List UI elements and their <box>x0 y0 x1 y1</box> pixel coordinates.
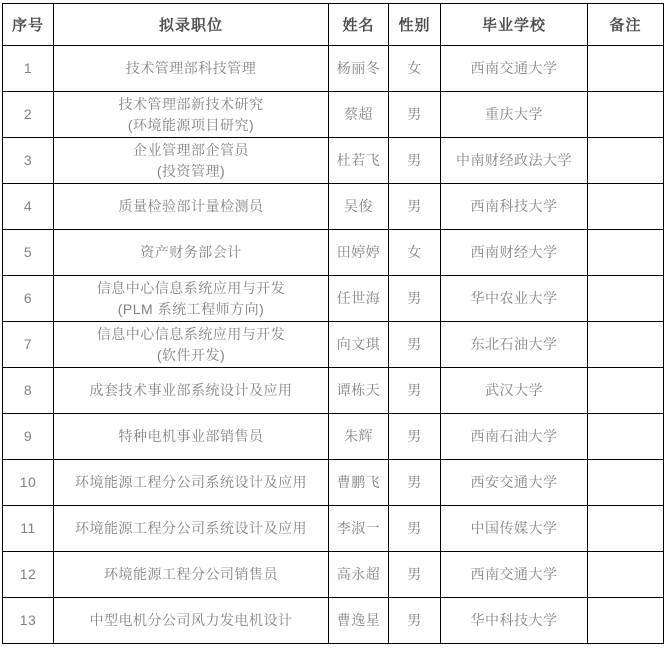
cell-no: 8 <box>3 368 54 414</box>
table-body <box>3 46 664 644</box>
cell-no: 9 <box>3 414 54 460</box>
cell-note <box>588 322 664 368</box>
cell-gender: 男 <box>389 460 441 506</box>
cell-note <box>588 506 664 552</box>
cell-name: 向文琪 <box>329 322 389 368</box>
table-row <box>3 552 664 598</box>
cell-name: 谭栋天 <box>329 368 389 414</box>
header-cell-position: 拟录职位 <box>54 4 329 46</box>
table-row <box>3 414 664 460</box>
cell-name: 吴俊 <box>329 184 389 230</box>
cell-position: 环境能源工程分公司系统设计及应用 <box>54 506 329 552</box>
cell-gender: 男 <box>389 138 441 184</box>
cell-name: 曹鹏飞 <box>329 460 389 506</box>
header-cell-gender: 性别 <box>389 4 441 46</box>
cell-gender: 男 <box>389 276 441 322</box>
header-cell-no: 序号 <box>3 4 54 46</box>
cell-note <box>588 184 664 230</box>
cell-note <box>588 46 664 92</box>
cell-gender: 男 <box>389 184 441 230</box>
cell-no: 2 <box>3 92 54 138</box>
cell-gender: 男 <box>389 322 441 368</box>
cell-gender: 男 <box>389 552 441 598</box>
cell-position: 成套技术事业部系统设计及应用 <box>54 368 329 414</box>
cell-school: 西南石油大学 <box>441 414 588 460</box>
cell-name: 任世海 <box>329 276 389 322</box>
table-row <box>3 506 664 552</box>
cell-school: 西安交通大学 <box>441 460 588 506</box>
cell-school: 华中科技大学 <box>441 598 588 644</box>
cell-position: 资产财务部会计 <box>54 230 329 276</box>
header-cell-note: 备注 <box>588 4 664 46</box>
cell-school: 西南交通大学 <box>441 552 588 598</box>
cell-position: 特种电机事业部销售员 <box>54 414 329 460</box>
cell-position: 企业管理部企管员 (投资管理) <box>54 138 329 184</box>
cell-school: 华中农业大学 <box>441 276 588 322</box>
cell-position: 信息中心信息系统应用与开发 (PLM 系统工程师方向) <box>54 276 329 322</box>
cell-school: 西南科技大学 <box>441 184 588 230</box>
cell-no: 1 <box>3 46 54 92</box>
cell-school: 武汉大学 <box>441 368 588 414</box>
cell-name: 朱辉 <box>329 414 389 460</box>
header-cell-school: 毕业学校 <box>441 4 588 46</box>
table-row <box>3 46 664 92</box>
table-row <box>3 460 664 506</box>
cell-gender: 男 <box>389 414 441 460</box>
cell-gender: 女 <box>389 46 441 92</box>
cell-school: 中南财经政法大学 <box>441 138 588 184</box>
cell-no: 10 <box>3 460 54 506</box>
cell-note <box>588 414 664 460</box>
cell-gender: 女 <box>389 230 441 276</box>
recruitment-table <box>2 3 664 644</box>
table-row <box>3 598 664 644</box>
cell-gender: 男 <box>389 506 441 552</box>
cell-no: 4 <box>3 184 54 230</box>
cell-name: 蔡超 <box>329 92 389 138</box>
cell-name: 李淑一 <box>329 506 389 552</box>
cell-position: 环境能源工程分公司系统设计及应用 <box>54 460 329 506</box>
cell-note <box>588 230 664 276</box>
cell-school: 中国传媒大学 <box>441 506 588 552</box>
cell-no: 3 <box>3 138 54 184</box>
cell-name: 田婷婷 <box>329 230 389 276</box>
cell-no: 6 <box>3 276 54 322</box>
header-cell-name: 姓名 <box>329 4 389 46</box>
cell-no: 5 <box>3 230 54 276</box>
table-row <box>3 322 664 368</box>
cell-no: 12 <box>3 552 54 598</box>
cell-no: 11 <box>3 506 54 552</box>
cell-note <box>588 598 664 644</box>
cell-note <box>588 138 664 184</box>
cell-no: 13 <box>3 598 54 644</box>
table-row <box>3 368 664 414</box>
cell-school: 重庆大学 <box>441 92 588 138</box>
cell-position: 质量检验部计量检测员 <box>54 184 329 230</box>
table-row <box>3 92 664 138</box>
cell-school: 东北石油大学 <box>441 322 588 368</box>
table-row <box>3 230 664 276</box>
cell-note <box>588 368 664 414</box>
cell-position: 信息中心信息系统应用与开发 (软件开发) <box>54 322 329 368</box>
cell-gender: 男 <box>389 92 441 138</box>
cell-school: 西南财经大学 <box>441 230 588 276</box>
table-row <box>3 138 664 184</box>
cell-note <box>588 460 664 506</box>
cell-position: 中型电机分公司风力发电机设计 <box>54 598 329 644</box>
cell-note <box>588 276 664 322</box>
cell-note <box>588 92 664 138</box>
cell-position: 环境能源工程分公司销售员 <box>54 552 329 598</box>
cell-gender: 男 <box>389 368 441 414</box>
cell-name: 曹逸星 <box>329 598 389 644</box>
cell-no: 7 <box>3 322 54 368</box>
header-row <box>3 4 664 46</box>
cell-gender: 男 <box>389 598 441 644</box>
cell-note <box>588 552 664 598</box>
cell-name: 高永超 <box>329 552 389 598</box>
cell-position: 技术管理部科技管理 <box>54 46 329 92</box>
cell-name: 杜若飞 <box>329 138 389 184</box>
cell-position: 技术管理部新技术研究 (环境能源项目研究) <box>54 92 329 138</box>
table-row <box>3 276 664 322</box>
cell-school: 西南交通大学 <box>441 46 588 92</box>
cell-name: 杨丽冬 <box>329 46 389 92</box>
table-row <box>3 184 664 230</box>
